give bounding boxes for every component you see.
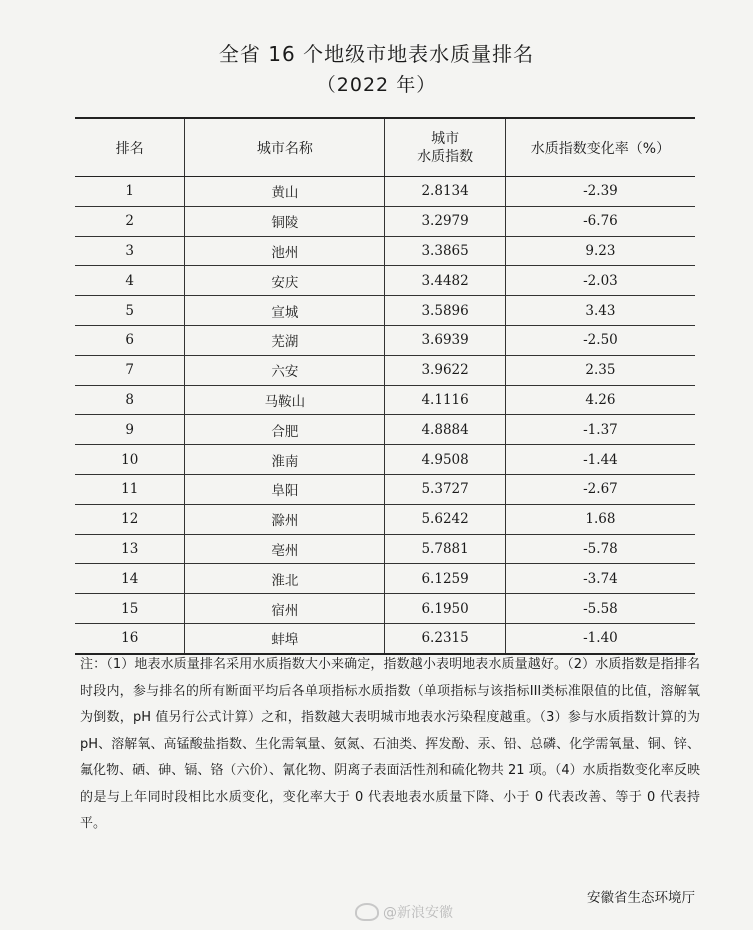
cell-index: 4.9508: [385, 445, 506, 475]
notes: 注：（1）地表水质量排名采用水质指数大小来确定，指数越小表明地表水质量越好。（2）水质指数是指排名时段内，参与排名的所有断面平均后各单项指标水质指数（单项指标与该指标III类标准限值的比值，溶解氧为倒数，pH 值另行公式计算）之和，指数越大表明城市地表水污染程度越重。（3）参与水质指数计算的为 pH、溶解氧、高锰酸盐指数、生化需氧量、氨氮、石油类、挥发酚、汞、铅、总磷、化学需氧量、铜、锌、氟化物、硒、砷、镉、铬（六价）、氰化物、阴离子表面活性剂和硫化物共 21 项。（4）水质指数变化率反映的是与上年同时段相比水质变化，变化率大于 0 代表地表水质量下降、小于 0 代表改善、等于 0 代表持平。: [80, 657, 700, 831]
cell-city: 淮南: [185, 445, 385, 475]
cell-change: -1.40: [505, 623, 695, 653]
cell-city: 池州: [185, 236, 385, 266]
cell-city: 宿州: [185, 594, 385, 624]
cell-city: 宣城: [185, 296, 385, 326]
table-row: [75, 385, 695, 415]
cell-index: 5.7881: [385, 534, 506, 564]
cell-index: 5.3727: [385, 474, 506, 504]
table-row: [75, 355, 695, 385]
cell-index: 3.3865: [385, 236, 506, 266]
cell-city: 铜陵: [185, 206, 385, 236]
watermark: [355, 902, 453, 922]
signature: 安徽省生态环境厅: [587, 890, 695, 906]
cell-index: 3.4482: [385, 266, 506, 296]
cell-change: -1.44: [505, 445, 695, 475]
table-row: [75, 504, 695, 534]
table-row: [75, 594, 695, 624]
cell-index: 3.6939: [385, 325, 506, 355]
header-rank: 排名: [75, 118, 185, 177]
cell-change: -6.76: [505, 206, 695, 236]
cell-change: -5.58: [505, 594, 695, 624]
cell-rank: 13: [75, 534, 185, 564]
table-row: [75, 236, 695, 266]
table-body: [75, 177, 695, 654]
table-row: [75, 445, 695, 475]
cell-rank: 7: [75, 355, 185, 385]
table-row: [75, 266, 695, 296]
cell-index: 4.8884: [385, 415, 506, 445]
cell-city: 滁州: [185, 504, 385, 534]
cell-city: 六安: [185, 355, 385, 385]
cell-change: -3.74: [505, 564, 695, 594]
cell-city: 黄山: [185, 177, 385, 207]
cell-index: 6.1259: [385, 564, 506, 594]
cell-rank: 16: [75, 623, 185, 653]
header-city: 城市名称: [185, 118, 385, 177]
table-row: [75, 474, 695, 504]
watermark-text: @新浪安徽: [383, 905, 453, 921]
cell-rank: 1: [75, 177, 185, 207]
cell-rank: 10: [75, 445, 185, 475]
cell-rank: 12: [75, 504, 185, 534]
table-row: [75, 177, 695, 207]
cell-rank: 2: [75, 206, 185, 236]
header-change-rate: 水质指数变化率（%）: [505, 118, 695, 177]
table-row: [75, 564, 695, 594]
cell-index: 6.1950: [385, 594, 506, 624]
header-water-index: [385, 118, 506, 177]
cell-index: 5.6242: [385, 504, 506, 534]
cell-rank: 3: [75, 236, 185, 266]
table-row: [75, 415, 695, 445]
cell-rank: 11: [75, 474, 185, 504]
cell-index: 3.9622: [385, 355, 506, 385]
cell-change: -2.03: [505, 266, 695, 296]
cell-rank: 14: [75, 564, 185, 594]
table-header-row: [75, 118, 695, 177]
header-index-line2: 水质指数: [417, 148, 474, 165]
cell-change: 1.68: [505, 504, 695, 534]
cell-change: -1.37: [505, 415, 695, 445]
table-row: [75, 623, 695, 653]
cell-city: 阜阳: [185, 474, 385, 504]
cell-index: 3.2979: [385, 206, 506, 236]
cell-change: 4.26: [505, 385, 695, 415]
cell-change: -2.39: [505, 177, 695, 207]
cell-change: 3.43: [505, 296, 695, 326]
cell-rank: 6: [75, 325, 185, 355]
cell-change: -5.78: [505, 534, 695, 564]
header-index-line1: 城市: [431, 130, 460, 147]
page-title: 全省 16 个地级市地表水质量排名: [218, 42, 535, 66]
cell-change: -2.67: [505, 474, 695, 504]
cell-change: -2.50: [505, 325, 695, 355]
table-row: [75, 206, 695, 236]
table-row: [75, 534, 695, 564]
cell-city: 合肥: [185, 415, 385, 445]
cell-rank: 9: [75, 415, 185, 445]
cell-rank: 4: [75, 266, 185, 296]
weibo-logo-icon: [355, 903, 379, 921]
table-row: [75, 325, 695, 355]
cell-change: 9.23: [505, 236, 695, 266]
page-subtitle: （2022 年）: [316, 74, 437, 96]
table-row: [75, 296, 695, 326]
cell-city: 蚌埠: [185, 623, 385, 653]
cell-index: 3.5896: [385, 296, 506, 326]
cell-city: 安庆: [185, 266, 385, 296]
cell-rank: 5: [75, 296, 185, 326]
cell-city: 淮北: [185, 564, 385, 594]
cell-city: 芜湖: [185, 325, 385, 355]
cell-change: 2.35: [505, 355, 695, 385]
cell-index: 4.1116: [385, 385, 506, 415]
cell-index: 2.8134: [385, 177, 506, 207]
ranking-table: [75, 117, 695, 655]
cell-city: 马鞍山: [185, 385, 385, 415]
cell-rank: 15: [75, 594, 185, 624]
cell-index: 6.2315: [385, 623, 506, 653]
cell-city: 亳州: [185, 534, 385, 564]
cell-rank: 8: [75, 385, 185, 415]
